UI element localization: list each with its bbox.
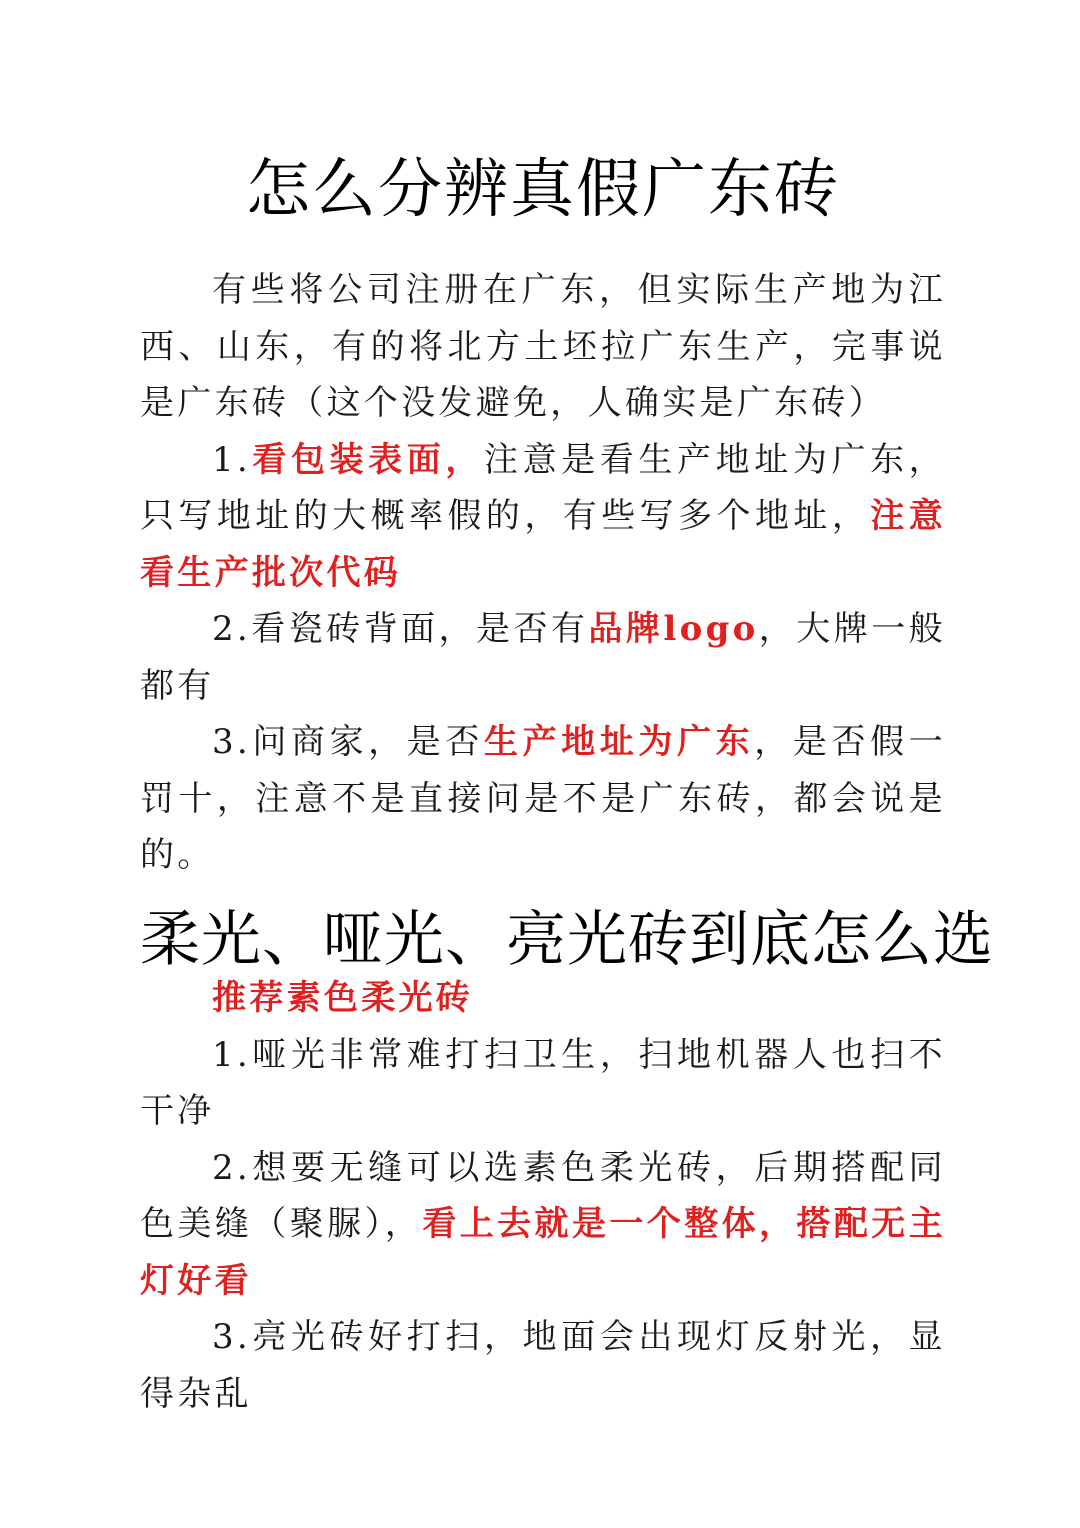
section-tile-finish-choice <box>140 970 946 1422</box>
tip-item-1: 1.哑光非常难打扫卫生，扫地机器人也扫不干净 <box>140 1034 946 1131</box>
tip-highlight: 看包装表面， <box>251 439 484 480</box>
tip-text: 2.想要无缝可以选素色柔光砖，后期搭配同色美缝（聚脲）， <box>140 1147 946 1244</box>
tip-item-3: 3.亮光砖好打扫，地面会出现灯反射光，显得杂乱 <box>140 1317 946 1414</box>
tip-item-1 <box>140 432 946 602</box>
tip-item-2 <box>140 601 946 714</box>
tip-highlight: 看上去就是一个整体，搭配无主灯好看 <box>140 1204 946 1301</box>
tip-highlight: 生产地址为广东 <box>484 722 755 762</box>
tip-text: 3.问商家，是否 <box>212 722 484 762</box>
tip-text: ，大牌一般都有 <box>140 609 946 706</box>
section-title: 柔光、哑光、亮光砖到底怎么选 <box>140 905 994 975</box>
tip-number: 1. <box>212 439 252 480</box>
tip-text: 注意是看生产地址为广东，只写地址的大概率假的，有些写多个地址， <box>140 439 946 536</box>
section-genuine-guangdong-tiles <box>140 262 946 884</box>
tip-item-3 <box>140 714 946 884</box>
tip-text: 2.看瓷砖背面，是否有 <box>212 609 589 649</box>
tip-text: ，是否假一罚十，注意不是直接问是不是广东砖，都会说是的。 <box>140 722 946 875</box>
intro-paragraph: 有些将公司注册在广东，但实际生产地为江西、山东，有的将北方土坯拉广东生产，完事说是广东砖（这个没发避免，人确实是广东砖） <box>140 270 946 423</box>
recommendation-heading: 推荐素色柔光砖 <box>212 978 474 1018</box>
tip-highlight: 品牌logo <box>588 609 759 649</box>
tip-highlight: 注意看生产批次代码 <box>140 496 946 593</box>
tip-item-2 <box>140 1140 946 1310</box>
page-title: 怎么分辨真假广东砖 <box>246 153 840 227</box>
